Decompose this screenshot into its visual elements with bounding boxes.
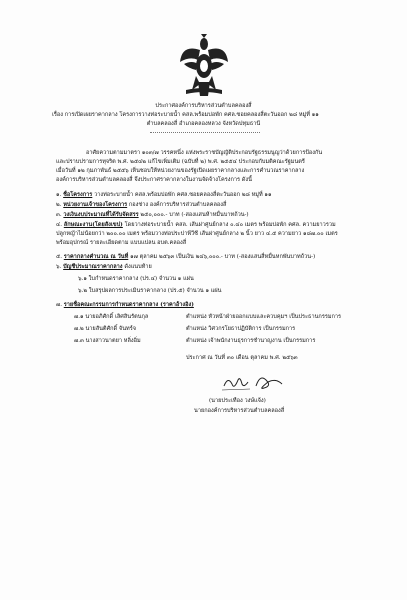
item-6-2: ๖.๒ ใบสรุปผลการประเมินราคากลาง (ปร.๕) จำนวน ๑ แผ่น bbox=[78, 288, 222, 294]
committee-1-role: ตำแหน่ง หัวหน้าฝ่ายออกแบบและควบคุมฯ เป็นประธานกรรมการ bbox=[186, 314, 342, 320]
committee-2-role: ตำแหน่ง วิศวกรโยธาปฏิบัติการ เป็นกรรมการ bbox=[186, 326, 296, 332]
body-line-2: และปราบปรามการทุจริต พ.ศ. ๒๕๔๒ แก้ไขเพิ่มเติม (ฉบับที่ ๒) พ.ศ. ๒๕๕๔ ประกอบกับมติคณะรัฐมนตรี bbox=[56, 159, 305, 165]
item-4: ๔. ลักษณะงาน(โดยสังเขป) โดยวางท่อระบายน้ำ คสล. เส้นผ่าศูนย์กลาง ๐.๔๐ เมตร พร้อมบ่อพัก คศล. ความยาวรวม bbox=[56, 222, 336, 228]
body-line-4: องค์การบริหารส่วนตำบลคลองสี่ จึงประกาศราคากลางในงานจัดจ้างโครงการ ดังนี้ bbox=[56, 177, 252, 183]
body-line-1: อาศัยความตามมาตรา ๑๐๓/๗ วรรคหนึ่ง แห่งพระราชบัญญัติประกอบรัฐธรรมนูญว่าด้วยการป้องกัน bbox=[86, 150, 323, 156]
signer-name: (นายประเทือง วงษ์แจ้ง) bbox=[209, 398, 266, 404]
subject-line-1: เรื่อง การเปิดเผยราคากลาง โครงการวางท่อระบายน้ำ คสล.พร้อมบ่อพัก คศล.ซอยคลองสี่ตะวันออก ๒๘ หมู่ที่ ๑๑ bbox=[52, 112, 319, 118]
item-4-line-2: ปลูกหญ้าไม่น้อยกว่า ๒๐๐.๐๐ เมตร พร้อมวางท่อประปาพีวีซี เส้นผ่าศูนย์กลาง ๒ นิ้ว ยาว ๔.๕ ความยาว ๑๘๗.๐๐ เมตร bbox=[56, 231, 338, 237]
item-7: ๗. รายชื่อคณะกรรมการกำหนดราคากลาง (ราคาอ้างอิง) bbox=[56, 302, 194, 308]
body-line-3: เมื่อวันที่ ๑๒ กุมภาพันธ์ ๒๕๕๖ เห็นชอบให้หน่วยงานของรัฐเปิดเผยราคากลางและการคำนวณราคากลาง bbox=[56, 168, 305, 174]
committee-3-name: ๗.๓ นางสาวนาตยา หลิ่งอิ่ม bbox=[74, 338, 141, 344]
garuda-emblem-icon bbox=[180, 34, 228, 98]
signature-icon bbox=[220, 372, 290, 394]
committee-3-role: ตำแหน่ง เจ้าพนักงานธุรการชำนาญงาน เป็นกรรมการ bbox=[186, 338, 316, 344]
item-1: ๑. ชื่อโครงการ วางท่อระบายน้ำ คสล.พร้อมบ่อพัก คศล.ซอยคลองสี่ตะวันออก ๒๘ หมู่ที่ ๑๑ bbox=[56, 192, 272, 198]
committee-2-name: ๗.๒ นายสันติศักดิ์ จันทร์จ bbox=[74, 326, 136, 332]
item-6-1: ๖.๑ ใบกำหนดราคากลาง (ปร.๔) จำนวน ๑ แผ่น bbox=[78, 276, 194, 282]
divider bbox=[150, 132, 260, 133]
item-2: ๒. หน่วยงานเจ้าของโครงการ กองช่าง องค์การบริหารส่วนตำบลคลองสี่ bbox=[56, 202, 227, 208]
signer-title: นายกองค์การบริหารส่วนตำบลคลองสี่ bbox=[194, 408, 285, 414]
item-6: ๖. บัญชีประมาณราคากลาง ดังแนบท้าย bbox=[56, 264, 152, 270]
committee-1-name: ๗.๑ นายอภิศักดิ์ เลิศสินรัตนกุล bbox=[74, 314, 149, 320]
header-org: ประกาศองค์การบริหารส่วนตำบลคลองสี่ bbox=[155, 103, 252, 109]
item-3: ๓. วงเงินงบประมาณที่ได้รับจัดสรร ๒๕๐,๐๐๐.- บาท (-สองแสนห้าหมื่นบาทถ้วน-) bbox=[56, 212, 249, 218]
announce-date: ประกาศ ณ วันที่ ๓๐ เดือน ตุลาคม พ.ศ. ๒๕๖๓ bbox=[186, 355, 298, 361]
item-4-line-3: พร้อมอุปกรณ์ รายละเอียดตาม แบบแปลน อบต.คลองสี่ bbox=[56, 240, 187, 246]
subject-line-2: ตำบลคลองสี่ อำเภอคลองหลวง จังหวัดปทุมธานี bbox=[146, 121, 261, 127]
item-5: ๕. ราคากลางคำนวณ ณ วันที่ ๑๗ ตุลาคม ๒๕๖๓ เป็นเงิน ๒๔๖,๐๐๐.- บาท (-สองแสนสี่หมื่นหกพันบาทถ้วน-) bbox=[56, 254, 316, 260]
